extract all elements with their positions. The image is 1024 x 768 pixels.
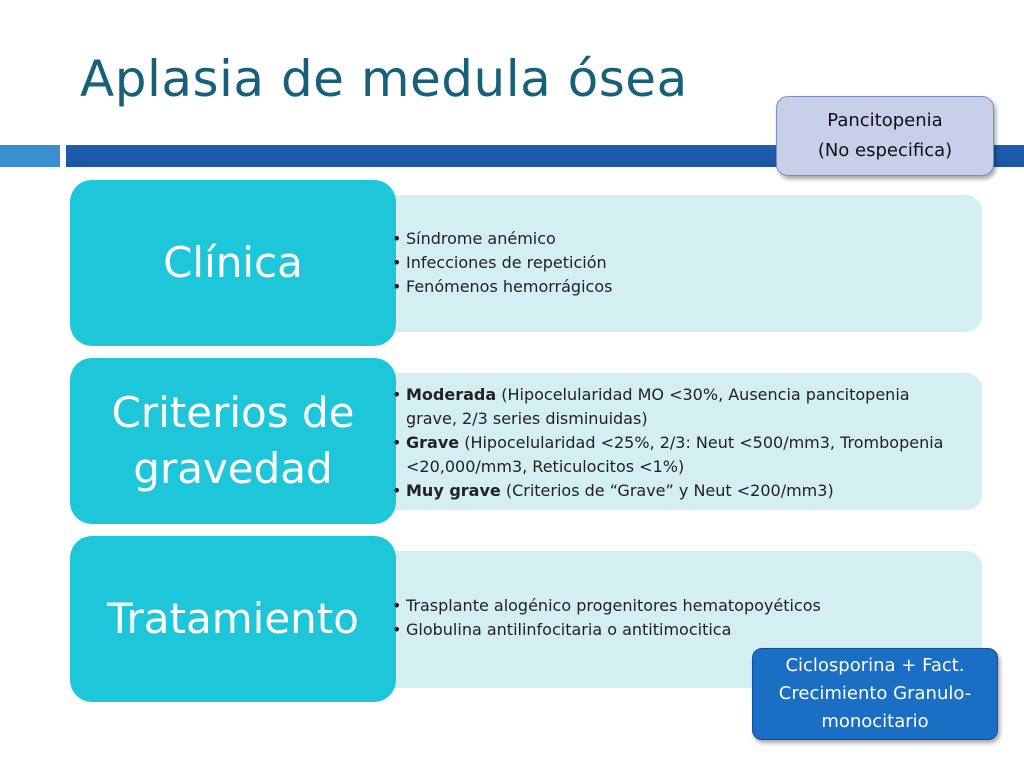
list-item bbox=[392, 251, 958, 275]
list-item bbox=[392, 618, 958, 642]
list-item bbox=[392, 227, 958, 251]
accent-bar-left bbox=[0, 145, 60, 167]
bullet-bold: Muy grave bbox=[406, 481, 501, 500]
row-criterios bbox=[70, 358, 982, 526]
bullet-list bbox=[392, 383, 958, 503]
row-clinica bbox=[70, 180, 982, 340]
callout-line: Ciclosporina + Fact. bbox=[785, 655, 965, 676]
list-item bbox=[392, 431, 958, 479]
bullet-list bbox=[392, 594, 958, 642]
row-label-text: Criterios de bbox=[111, 388, 355, 437]
bullet-text: (Hipocelularidad <25%, 2/3: Neut <500/mm3, Trombopenia <20,000/mm3, Reticulocitos <1%) bbox=[406, 433, 944, 476]
callout-line: (No especifica) bbox=[817, 140, 953, 161]
list-item bbox=[392, 275, 958, 299]
bullet-text: Infecciones de repetición bbox=[406, 253, 607, 272]
bullet-text: Síndrome anémico bbox=[406, 229, 556, 248]
bullet-text: Globulina antilinfocitaria o antitimocitica bbox=[406, 620, 732, 639]
ciclosporina-callout bbox=[752, 648, 998, 740]
bullet-list bbox=[392, 227, 958, 299]
bullet-text: Fenómenos hemorrágicos bbox=[406, 277, 613, 296]
callout-line: Crecimiento Granulo- bbox=[778, 683, 972, 704]
list-item bbox=[392, 383, 958, 431]
callout-line: monocitario bbox=[821, 711, 929, 732]
bullet-text: (Hipocelularidad MO <30%, Ausencia pancitopenia grave, 2/3 series disminuidas) bbox=[406, 385, 910, 428]
row-label-text: Tratamiento bbox=[107, 594, 359, 643]
list-item bbox=[392, 479, 958, 503]
row-label bbox=[70, 358, 396, 524]
row-label-text: Clínica bbox=[163, 238, 303, 287]
bullet-text: (Criterios de “Grave” y Neut <200/mm3) bbox=[500, 481, 834, 500]
pancitopenia-callout bbox=[776, 96, 994, 176]
slide-title: Aplasia de medula ósea bbox=[80, 50, 688, 108]
bullet-bold: Moderada bbox=[406, 385, 497, 404]
row-label bbox=[70, 536, 396, 702]
row-label-text: gravedad bbox=[133, 444, 333, 493]
callout-line: Pancitopenia bbox=[827, 110, 943, 131]
list-item bbox=[392, 594, 958, 618]
bullet-text: Trasplante alogénico progenitores hematopoyéticos bbox=[406, 596, 821, 615]
row-label bbox=[70, 180, 396, 346]
bullet-bold: Grave bbox=[406, 433, 460, 452]
